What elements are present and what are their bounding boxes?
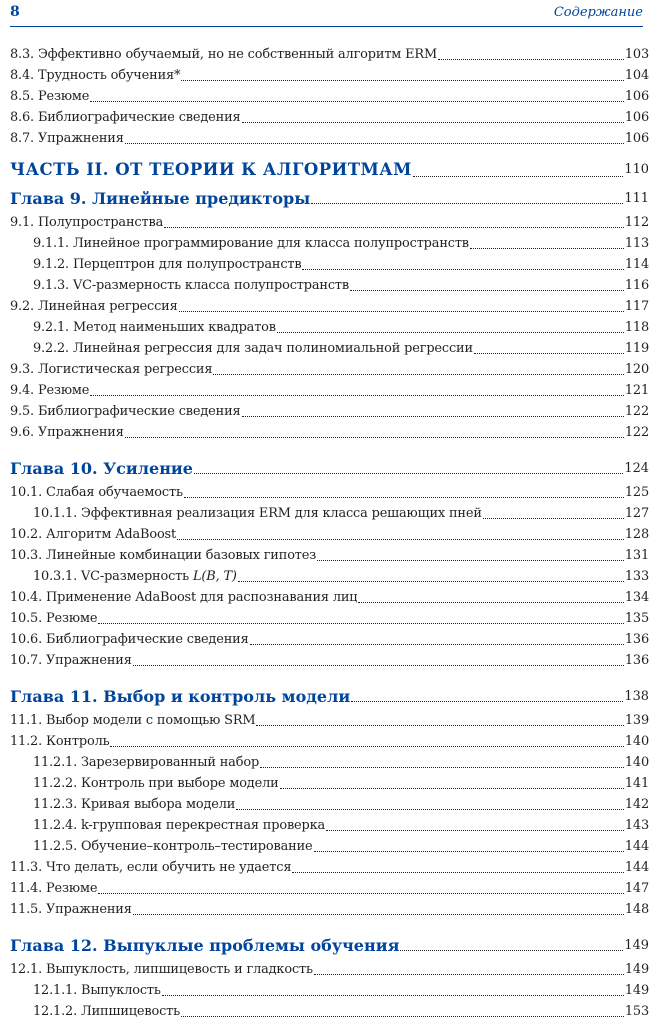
dot-leader [413, 175, 623, 177]
dot-leader [177, 538, 624, 540]
toc-entry-title [10, 128, 124, 149]
toc-entry-title [10, 684, 350, 710]
toc-entry-title-text: 10.3.1. VC-размерность [33, 569, 193, 584]
toc-entry-title-text: 12.1.1. Выпуклость [33, 983, 161, 998]
toc-entry-title [10, 899, 132, 920]
dot-leader [358, 601, 623, 603]
dot-leader [179, 310, 624, 312]
toc-page-number: 149 [624, 983, 649, 998]
dot-leader [311, 202, 623, 204]
toc-entry-title-text: 11.2.3. Кривая выбора модели [33, 797, 236, 812]
toc-entry-title-text: 9.2.2. Линейная регрессия для задач полиномиальной регрессии [33, 341, 473, 356]
toc-entry-title [10, 456, 193, 482]
dot-leader [90, 394, 624, 396]
toc-entry-title [10, 650, 132, 671]
toc-page-number: 122 [624, 404, 649, 419]
toc-section-entry [10, 587, 649, 608]
toc-subsection-entry [10, 275, 649, 296]
toc-subsection-entry [10, 980, 649, 1001]
toc-section-entry [10, 212, 649, 233]
toc-entry-title [10, 422, 124, 443]
dot-leader [280, 787, 624, 789]
dot-leader [351, 700, 623, 702]
toc-page-number: 121 [624, 383, 649, 398]
toc-entry-title [10, 731, 109, 752]
toc-entry-title-text: 9.2. Линейная регрессия [10, 299, 178, 314]
toc-entry-title-text: 9.4. Резюме [10, 383, 90, 398]
toc-entry-title [10, 107, 241, 128]
toc-entry-title [33, 1001, 180, 1022]
toc-entry-title [10, 44, 437, 65]
toc-entry-title-text: 9.1. Полупространства [10, 215, 164, 230]
dot-leader [238, 580, 624, 582]
toc-page-number: 144 [624, 860, 649, 875]
toc-entry-title-text: 11.2.2. Контроль при выборе модели [33, 776, 279, 791]
toc-section-entry [10, 65, 649, 86]
toc-section-entry [10, 710, 649, 731]
toc-entry-title [10, 608, 97, 629]
toc-subsection-entry [10, 815, 649, 836]
dot-leader [314, 973, 624, 975]
toc-page-number: 148 [624, 902, 649, 917]
dot-leader [164, 226, 624, 228]
toc-entry-title [10, 482, 183, 503]
toc-entry-title [10, 212, 163, 233]
toc-entry-title-text: 10.4. Применение AdaBoost для распознавания лиц [10, 590, 358, 605]
toc-entry-title-text: 9.1.3. VC-размерность класса полупространств [33, 278, 349, 293]
toc-entry-title-text: 10.6. Библиографические сведения [10, 632, 249, 647]
toc-page-number: 136 [624, 632, 649, 647]
toc-entry-title-text: 10.5. Резюме [10, 611, 98, 626]
toc-entry-title [10, 524, 176, 545]
toc-entry-title [33, 275, 349, 296]
toc-entry-title [10, 401, 241, 422]
toc-chapter-heading [10, 684, 649, 710]
dot-leader [162, 994, 624, 996]
toc-entry-title [10, 380, 89, 401]
toc-page-number: 106 [624, 89, 649, 104]
dot-leader [302, 268, 623, 270]
dot-leader [400, 949, 623, 951]
dot-leader [125, 142, 624, 144]
dot-leader [184, 496, 624, 498]
toc-page-number: 149 [624, 962, 649, 977]
dot-leader [133, 664, 624, 666]
toc-subsection-entry [10, 794, 649, 815]
toc-section-entry [10, 731, 649, 752]
toc-entry-title-text: 8.3. Эффективно обучаемый, но не собственный алгоритм ERM [10, 47, 438, 62]
toc-section-entry [10, 650, 649, 671]
dot-leader [292, 871, 624, 873]
toc-entry-title-text: 11.5. Упражнения [10, 902, 132, 917]
toc-entry-title [33, 503, 482, 524]
toc-entry-title [33, 317, 276, 338]
toc-entry-title-text: Глава 12. Выпуклые проблемы обучения [10, 936, 400, 955]
toc-page-number: 112 [624, 215, 649, 230]
toc-page-number: 149 [624, 938, 649, 953]
toc-entry-title [10, 878, 97, 899]
toc-page-number: 120 [624, 362, 649, 377]
dot-leader [213, 373, 624, 375]
toc-section-entry [10, 482, 649, 503]
dot-leader [236, 808, 624, 810]
toc-section-entry [10, 608, 649, 629]
dot-leader [98, 892, 624, 894]
toc-entry-title [33, 233, 469, 254]
dot-leader [277, 331, 624, 333]
toc-entry-title [10, 933, 399, 959]
toc-subsection-entry [10, 566, 649, 587]
toc-page-number: 147 [624, 881, 649, 896]
toc-page-number: 116 [624, 278, 649, 293]
toc-chapter-heading [10, 933, 649, 959]
toc-section-entry [10, 422, 649, 443]
toc-subsection-entry [10, 317, 649, 338]
toc-subsection-entry [10, 233, 649, 254]
toc-entry-title-text: 9.2.1. Метод наименьших квадратов [33, 320, 276, 335]
dot-leader [90, 100, 624, 102]
toc-page-number: 128 [624, 527, 649, 542]
toc-entry-title [10, 710, 255, 731]
toc-page-number: 142 [624, 797, 649, 812]
toc-page-number: 104 [624, 68, 649, 83]
toc-entry-title-text: 11.2.5. Обучение–контроль–тестирование [33, 839, 313, 854]
dot-leader [438, 58, 624, 60]
dot-leader [250, 643, 624, 645]
toc-section-entry [10, 545, 649, 566]
toc-page-number: 134 [624, 590, 649, 605]
toc-page-number: 131 [624, 548, 649, 563]
toc-entry-title [33, 836, 313, 857]
toc-entry-title [33, 815, 325, 836]
toc-page-number: 127 [624, 506, 649, 521]
toc-subsection-entry [10, 836, 649, 857]
toc-entry-title-text: 9.5. Библиографические сведения [10, 404, 241, 419]
toc-entry-title [33, 752, 259, 773]
toc-entry-title-text: 8.4. Трудность обучения* [10, 68, 181, 83]
toc-entry-title-text: 10.2. Алгоритм AdaBoost [10, 527, 177, 542]
toc-subsection-entry [10, 503, 649, 524]
toc-entry-title [33, 794, 235, 815]
page-header [10, 4, 643, 27]
toc-page-number: 139 [624, 713, 649, 728]
toc-page-number: 138 [624, 689, 649, 704]
dot-leader [133, 913, 624, 915]
toc-entry-title [10, 857, 291, 878]
toc-page-number: 122 [624, 425, 649, 440]
running-head: Содержание [553, 5, 643, 20]
table-of-contents [10, 44, 649, 1022]
toc-entry-title-text: 10.1.1. Эффективная реализация ERM для класса решающих пней [33, 506, 482, 521]
toc-entry-title-text: 10.7. Упражнения [10, 653, 132, 668]
dot-leader [110, 745, 623, 747]
toc-entry-title-text: 9.6. Упражнения [10, 425, 124, 440]
toc-entry-title-text: 10.1. Слабая обучаемость [10, 485, 183, 500]
toc-page-number: 113 [624, 236, 649, 251]
toc-entry-title [33, 773, 279, 794]
toc-page-number: 119 [624, 341, 649, 356]
toc-section-entry [10, 296, 649, 317]
toc-section-entry [10, 629, 649, 650]
toc-section-entry [10, 380, 649, 401]
toc-entry-title-text: 8.5. Резюме [10, 89, 90, 104]
toc-entry-title-text: 12.1. Выпуклость, липшицевость и гладкость [10, 962, 313, 977]
toc-subsection-entry [10, 773, 649, 794]
toc-page-number: 125 [624, 485, 649, 500]
toc-entry-title [10, 86, 89, 107]
toc-page-number: 117 [624, 299, 649, 314]
dot-leader [483, 517, 624, 519]
toc-section-entry [10, 401, 649, 422]
toc-entry-title-text: 9.1.2. Перцептрон для полупространств [33, 257, 302, 272]
toc-page-number: 111 [624, 191, 649, 206]
toc-page-number: 133 [624, 569, 649, 584]
toc-page-number: 144 [624, 839, 649, 854]
toc-section-entry [10, 959, 649, 980]
toc-entry-title-math: L(B, T) [192, 569, 237, 584]
toc-entry-title-text: 9.3. Логистическая регрессия [10, 362, 213, 377]
toc-entry-title [33, 980, 161, 1001]
toc-entry-title-text: Глава 11. Выбор и контроль модели [10, 687, 351, 706]
dot-leader [125, 436, 624, 438]
toc-entry-title [10, 296, 178, 317]
toc-entry-title-text: 11.2.1. Зарезервированный набор [33, 755, 260, 770]
dot-leader [470, 247, 624, 249]
toc-page-number: 118 [624, 320, 649, 335]
toc-section-entry [10, 878, 649, 899]
dot-leader [181, 79, 624, 81]
toc-page-number: 140 [624, 755, 649, 770]
toc-entry-title-text: 11.1. Выбор модели с помощью SRM [10, 713, 256, 728]
toc-section-entry [10, 524, 649, 545]
toc-entry-title-text: 11.2. Контроль [10, 734, 110, 749]
dot-leader [314, 850, 624, 852]
toc-entry-title [10, 186, 310, 212]
toc-subsection-entry [10, 338, 649, 359]
toc-page-number: 106 [624, 110, 649, 125]
toc-subsection-entry [10, 1001, 649, 1022]
toc-entry-title-text: 11.4. Резюме [10, 881, 98, 896]
toc-page-number: 106 [624, 131, 649, 146]
toc-page-number: 143 [624, 818, 649, 833]
page-number: 8 [10, 4, 20, 20]
toc-page-number: 141 [624, 776, 649, 791]
toc-entry-title [33, 254, 301, 275]
toc-section-entry [10, 899, 649, 920]
dot-leader [474, 352, 624, 354]
toc-entry-title [33, 566, 237, 587]
toc-entry-title-text: 9.1.1. Линейное программирование для класса полупространств [33, 236, 469, 251]
dot-leader [260, 766, 624, 768]
toc-page-number: 136 [624, 653, 649, 668]
toc-entry-title [10, 65, 180, 86]
toc-entry-title-text: Глава 10. Усиление [10, 459, 193, 478]
dot-leader [194, 472, 623, 474]
toc-entry-title-text: 8.7. Упражнения [10, 131, 124, 146]
toc-chapter-heading [10, 456, 649, 482]
dot-leader [242, 415, 624, 417]
toc-entry-title [10, 587, 357, 608]
dot-leader [256, 724, 623, 726]
dot-leader [181, 1015, 624, 1017]
dot-leader [350, 289, 624, 291]
dot-leader [326, 829, 624, 831]
toc-entry-title [10, 359, 212, 380]
toc-entry-title [10, 155, 412, 185]
toc-section-entry [10, 86, 649, 107]
dot-leader [242, 121, 624, 123]
toc-section-entry [10, 359, 649, 380]
toc-section-entry [10, 857, 649, 878]
toc-entry-title [10, 629, 249, 650]
toc-section-entry [10, 44, 649, 65]
toc-page-number: 124 [624, 461, 649, 476]
toc-entry-title [33, 338, 473, 359]
toc-chapter-heading [10, 186, 649, 212]
toc-section-entry [10, 128, 649, 149]
toc-page-number: 114 [624, 257, 649, 272]
dot-leader [317, 559, 624, 561]
toc-subsection-entry [10, 752, 649, 773]
toc-page-number: 110 [624, 162, 649, 177]
toc-entry-title-text: 12.1.2. Липшицевость [33, 1004, 181, 1019]
toc-entry-title [10, 959, 313, 980]
dot-leader [98, 622, 624, 624]
toc-entry-title-text: 11.3. Что делать, если обучить не удается [10, 860, 292, 875]
toc-part-heading [10, 155, 649, 185]
toc-entry-title-text: 8.6. Библиографические сведения [10, 110, 241, 125]
toc-entry-title-text: ЧАСТЬ II. ОТ ТЕОРИИ К АЛГОРИТМАМ [10, 160, 412, 179]
toc-section-entry [10, 107, 649, 128]
toc-page-number: 140 [624, 734, 649, 749]
toc-page-number: 103 [624, 47, 649, 62]
toc-subsection-entry [10, 254, 649, 275]
toc-entry-title-text: 11.2.4. k-групповая перекрестная проверка [33, 818, 326, 833]
toc-entry-title-text: Глава 9. Линейные предикторы [10, 189, 311, 208]
toc-entry-title [10, 545, 316, 566]
toc-entry-title-text: 10.3. Линейные комбинации базовых гипотез [10, 548, 317, 563]
toc-page-number: 153 [624, 1004, 649, 1019]
toc-page-number: 135 [624, 611, 649, 626]
